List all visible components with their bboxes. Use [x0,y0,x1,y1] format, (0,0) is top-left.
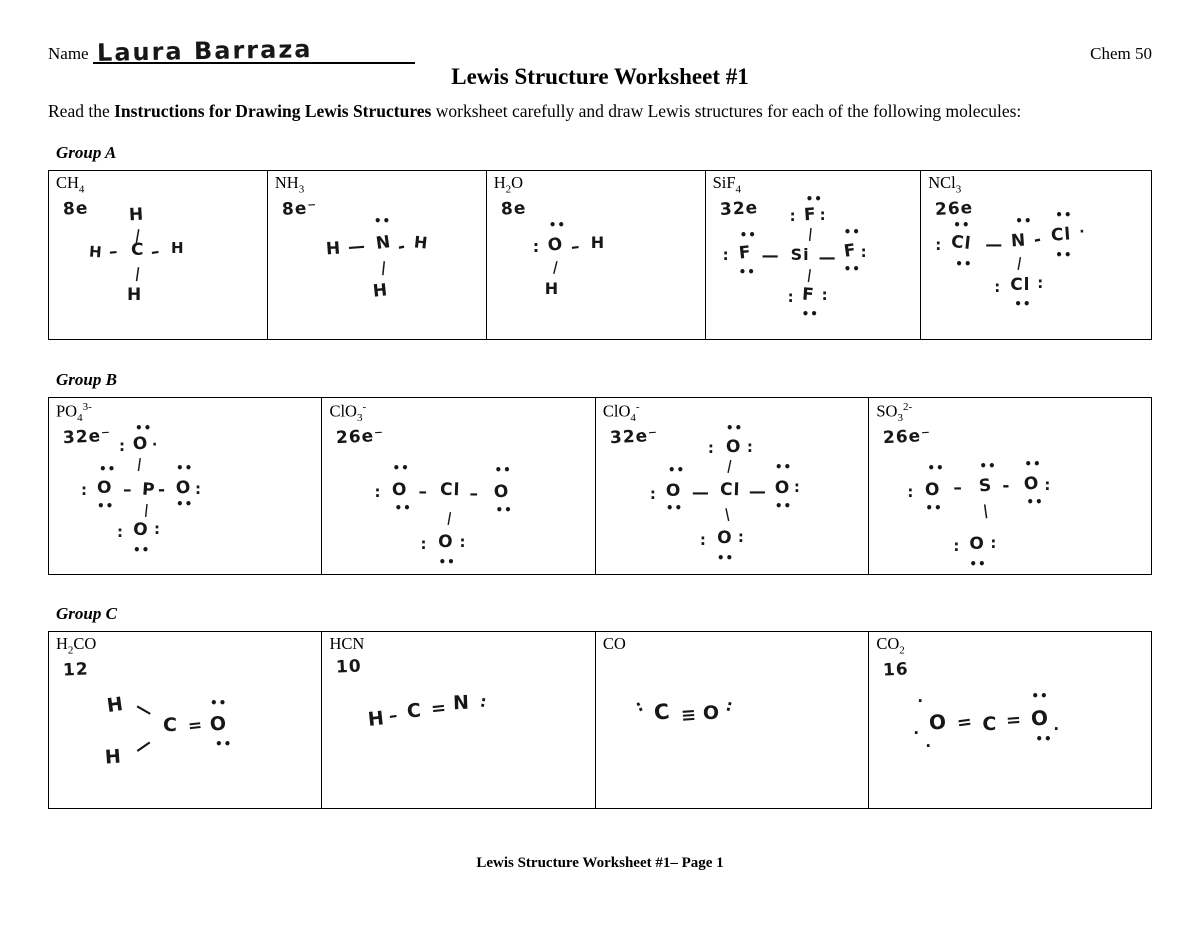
lewis-structure-token: : [420,534,428,553]
lewis-structure-token: – [108,241,120,263]
lewis-structure-token: : [787,287,795,306]
lewis-structure-token: : [935,235,943,254]
lewis-structure-token: : [953,536,961,555]
lewis-structure-token: O [969,533,985,554]
lewis-structure-token: = [955,710,975,734]
lewis-structure-token: | [133,227,143,245]
lewis-structure-token: : [793,477,801,496]
lewis-structure-token: · [925,736,933,755]
lewis-structure-token: O [716,527,734,549]
lewis-structure-token: N [453,691,471,715]
lewis-structure-token: •• [667,462,686,477]
page-title: Lewis Structure Worksheet #1 [451,64,749,89]
cell-H2O [487,171,706,339]
lewis-structure-token: Si [790,244,810,264]
lewis-structure-token: : [532,236,541,256]
lewis-structure-token: : [374,482,382,501]
lewis-structure-token: C [163,713,178,736]
lewis-structure-token: : [860,242,868,261]
lewis-structure-token: : [723,695,736,716]
lewis-structure-token: : [746,437,754,456]
lewis-structure-token: – [388,705,401,727]
cell-SO3 [869,398,1151,574]
lewis-structure-token: C [131,239,145,260]
lewis-structure-token: •• [215,736,233,751]
lewis-structure-token: | [1015,255,1025,272]
lewis-structure-token: •• [135,420,153,435]
lewis-structure-token: O [702,701,721,724]
lewis-structure-token: •• [99,461,117,476]
lewis-structure-token: — [131,696,158,724]
formula-label: $CO_2$ [876,633,905,657]
lewis-structure-token: •• [843,261,861,276]
lewis-structure-token: C [406,699,424,723]
lewis-structure-token: O [132,519,150,541]
lewis-structure-token: F [802,204,817,226]
lewis-structure-token: – [418,481,428,502]
electron-count-handwritten: 26e⁻ [335,426,386,449]
lewis-structure-token: •• [774,498,793,513]
group-a-section [48,143,1152,340]
lewis-structure-token: •• [97,498,115,513]
lewis-structure-token: •• [925,500,943,515]
electron-count-handwritten: 26e⁻ [882,426,933,449]
lewis-structure-token: •• [953,217,971,232]
lewis-structure-token: - [158,479,167,500]
lewis-structure-token: | [135,456,144,473]
lewis-structure-token: - [1002,475,1011,496]
lewis-structure-token: : [1044,475,1052,494]
lewis-structure-token: S [978,475,994,497]
lewis-structure-token: •• [665,500,684,515]
lewis-structure-token: : [907,482,915,501]
lewis-structure-token: O [725,436,742,458]
electron-count-handwritten: 8e⁻ [281,197,318,220]
lewis-structure-token: | [133,265,143,283]
lewis-structure-token: : [821,285,829,304]
formula-label: NCl$_3$ [928,172,962,196]
electron-count-handwritten: 32e [719,197,759,220]
lewis-structure-token: Cl [440,479,462,501]
lewis-structure-token: O [391,479,409,501]
formula-label: CO [602,633,626,653]
lewis-structure-token: · [1053,719,1061,738]
lewis-structure-token: H [128,204,145,226]
lewis-structure-token: | [806,226,815,243]
lewis-structure-token: H [544,278,560,298]
lewis-structure-token: — [691,482,710,503]
page-footer: Lewis Structure Worksheet #1– Page 1 [476,855,724,871]
lewis-structure-token: H [412,232,430,253]
lewis-structure-token: – [149,241,162,263]
cell-ClO4 [596,398,869,574]
lewis-structure-token: •• [548,217,567,232]
group-c-label: Group C [56,603,117,623]
lewis-structure-token: N [374,231,393,254]
lewis-structure-token: •• [133,542,151,557]
lewis-structure-token: •• [438,554,456,569]
lewis-structure-token: •• [1015,213,1033,228]
lewis-structure-token: : [994,277,1002,296]
lewis-structure-token: Cl [950,231,973,254]
electron-count-handwritten: 8e [62,198,89,220]
lewis-structure-token: •• [774,459,793,474]
lewis-structure-token: : [707,438,715,457]
lewis-structure-token: •• [1014,296,1032,311]
lewis-structure-token: O [97,477,113,498]
lewis-structure-token: – [569,236,582,258]
lewis-structure-token: — [130,732,157,760]
lewis-structure-token: •• [1035,731,1053,746]
lewis-structure-token: : [819,205,827,224]
lewis-structure-token: O [546,233,565,257]
group-a-label: Group A [56,142,117,162]
course-label: Chem 50 [1090,44,1152,63]
lewis-structure-token: — [985,234,1004,255]
formula-label: $NH_3$ [274,172,305,196]
lewis-structure-token: O [665,480,682,501]
lewis-structure-token: : [789,206,797,225]
group-c-section [48,604,1152,809]
lewis-structure-token: H [367,707,387,731]
electron-count-handwritten: 10 [335,656,363,678]
lewis-structure-token: •• [927,460,945,475]
lewis-structure-token: O [928,709,949,735]
lewis-structure-token: · [1079,223,1086,240]
lewis-structure-token: •• [176,460,194,475]
formula-label: HCN [329,633,365,653]
formula-label: ClO$_4$- [602,400,640,424]
student-name-handwritten: Laura Barraza [96,35,313,67]
lewis-structure-token: : [117,522,124,541]
instructions-text [48,101,1110,123]
formula-label: $PO_4^{3-}$ [56,400,92,424]
cell-H2CO [49,632,322,808]
lewis-structure-token: Cl [719,479,741,501]
cell-CO [596,632,869,808]
lewis-structure-token: •• [955,256,973,271]
lewis-structure-token: : [1037,273,1045,292]
lewis-structure-token: Cl [1050,224,1073,246]
lewis-structure-token: H [171,238,185,257]
lewis-structure-token: •• [1026,494,1044,509]
cell-NH3 [268,171,487,339]
lewis-structure-token: : [722,245,730,264]
lewis-structure-token: O [131,433,150,455]
formula-label: ClO$_3$- [329,400,367,424]
formula-label: SiF$_4$ [712,172,742,196]
lewis-structure-token: — [818,247,837,268]
lewis-structure-token: | [725,458,735,475]
cell-CO2 [869,632,1151,808]
lewis-structure-token: : [154,519,161,538]
lewis-structure-token: · [913,723,921,742]
group-c-table [48,631,1152,809]
cell-PO4 [49,398,322,574]
electron-count-handwritten: 12 [62,659,90,681]
cell-SiF4 [706,171,922,339]
lewis-structure-token: H [127,284,143,305]
lewis-structure-token: •• [373,213,392,228]
lewis-structure-token: : [478,691,490,712]
lewis-structure-token: O [924,479,942,501]
lewis-structure-token: C [652,699,672,725]
group-b-table [48,397,1152,575]
lewis-structure-token: - [1032,229,1044,251]
electron-count-handwritten: 32e⁻ [62,426,112,449]
electron-count-handwritten: 26e [934,197,974,220]
lewis-structure-token: F [737,242,753,264]
lewis-structure-token: •• [394,500,412,515]
lewis-structure-token: H [88,242,104,262]
lewis-structure-token: · [152,436,159,453]
lewis-structure-token: •• [738,264,756,279]
formula-label: $H_2CO$ [56,633,97,657]
lewis-structure-token: •• [801,306,819,321]
lewis-structure-token: : [119,436,126,455]
lewis-structure-token: •• [805,191,823,206]
lewis-structure-token: | [805,267,814,284]
lewis-structure-token: : [649,484,657,503]
lewis-structure-token: | [380,259,388,277]
lewis-structure-token: | [982,502,991,520]
lewis-structure-token: : [990,533,998,552]
lewis-structure-token: •• [210,695,228,710]
lewis-structure-token: – [123,479,133,500]
cell-ClO3 [322,398,595,574]
lewis-structure-token: H [105,692,126,717]
electron-count-handwritten: 8e [500,198,527,220]
lewis-structure-token: •• [1031,688,1049,703]
lewis-structure-token: = [186,715,205,737]
lewis-structure-token: : [632,695,647,716]
lewis-structure-token: N [1010,230,1028,252]
lewis-structure-token: : [699,530,707,549]
lewis-structure-token: •• [494,462,512,477]
lewis-structure-token: | [551,259,561,276]
lewis-structure-token: •• [979,458,997,473]
lewis-structure-token: •• [843,224,861,239]
lewis-structure-token: ≡ [680,704,698,727]
lewis-structure-token: O [493,481,511,503]
instructions-bold: Instructions for Drawing Lewis Structures [114,101,432,121]
group-b-label: Group B [56,369,117,389]
lewis-structure-token: | [723,506,733,523]
lewis-structure-token: : [195,479,202,498]
lewis-structure-token: H [325,238,342,260]
name-block [48,35,415,67]
lewis-structure-token: | [143,502,151,519]
lewis-structure-token: - [396,236,408,258]
lewis-structure-token: F [842,240,858,262]
electron-count-handwritten: 16 [882,659,910,681]
lewis-structure-token: — [347,236,367,258]
lewis-structure-token: = [430,697,449,720]
lewis-structure-token: •• [969,556,987,571]
lewis-structure-token: H [104,745,123,769]
lewis-structure-token: O [1022,472,1042,495]
lewis-structure-token: : [737,527,745,546]
lewis-structure-token: F [800,284,815,306]
lewis-structure-token: •• [495,502,513,517]
header-row [48,35,1152,67]
lewis-structure-token: •• [1055,247,1073,262]
lewis-structure-token: O [437,531,455,553]
instructions-suffix: worksheet carefully and draw Lewis structures for each of the following molecules: [431,101,1022,121]
lewis-structure-token: Cl [1010,274,1031,295]
lewis-structure-token: : [459,532,467,551]
formula-label: $CH_4$ [56,172,85,196]
lewis-structure-token: •• [392,460,410,475]
lewis-structure-token: H [371,280,390,302]
cell-CH4 [49,171,268,339]
lewis-structure-token: •• [725,420,744,435]
formula-label: $H_2O$ [493,172,524,196]
lewis-structure-token: | [446,510,455,527]
lewis-structure-token: •• [716,550,735,565]
lewis-structure-token: •• [1024,456,1042,471]
name-underline [93,35,415,67]
lewis-structure-token: •• [176,496,194,511]
formula-label: $SO_3^{2-}$ [876,400,913,424]
electron-count-handwritten: 32e⁻ [609,426,659,449]
cell-NCl3 [921,171,1151,339]
name-label: Name [48,44,89,63]
lewis-structure-token: — [761,245,780,266]
lewis-structure-token: : [81,480,88,499]
lewis-structure-token: H [590,232,606,252]
cell-HCN [322,632,595,808]
group-b-section [48,370,1152,575]
lewis-structure-token: – [953,477,963,498]
lewis-structure-token: — [748,481,767,502]
lewis-structure-token: O [174,476,193,499]
lewis-structure-token: P [141,479,157,501]
lewis-structure-token: – [469,483,479,504]
lewis-structure-token: · [917,691,925,710]
instructions-prefix: Read the [48,101,115,121]
lewis-structure-token: O [208,711,229,736]
lewis-structure-token: •• [1055,207,1073,222]
lewis-structure-token: C [982,712,998,735]
lewis-structure-token: O [1030,704,1051,731]
lewis-structure-token: = [1005,709,1024,732]
lewis-structure-token: O [773,477,792,499]
lewis-structure-token: •• [739,227,757,242]
group-a-table [48,170,1152,340]
